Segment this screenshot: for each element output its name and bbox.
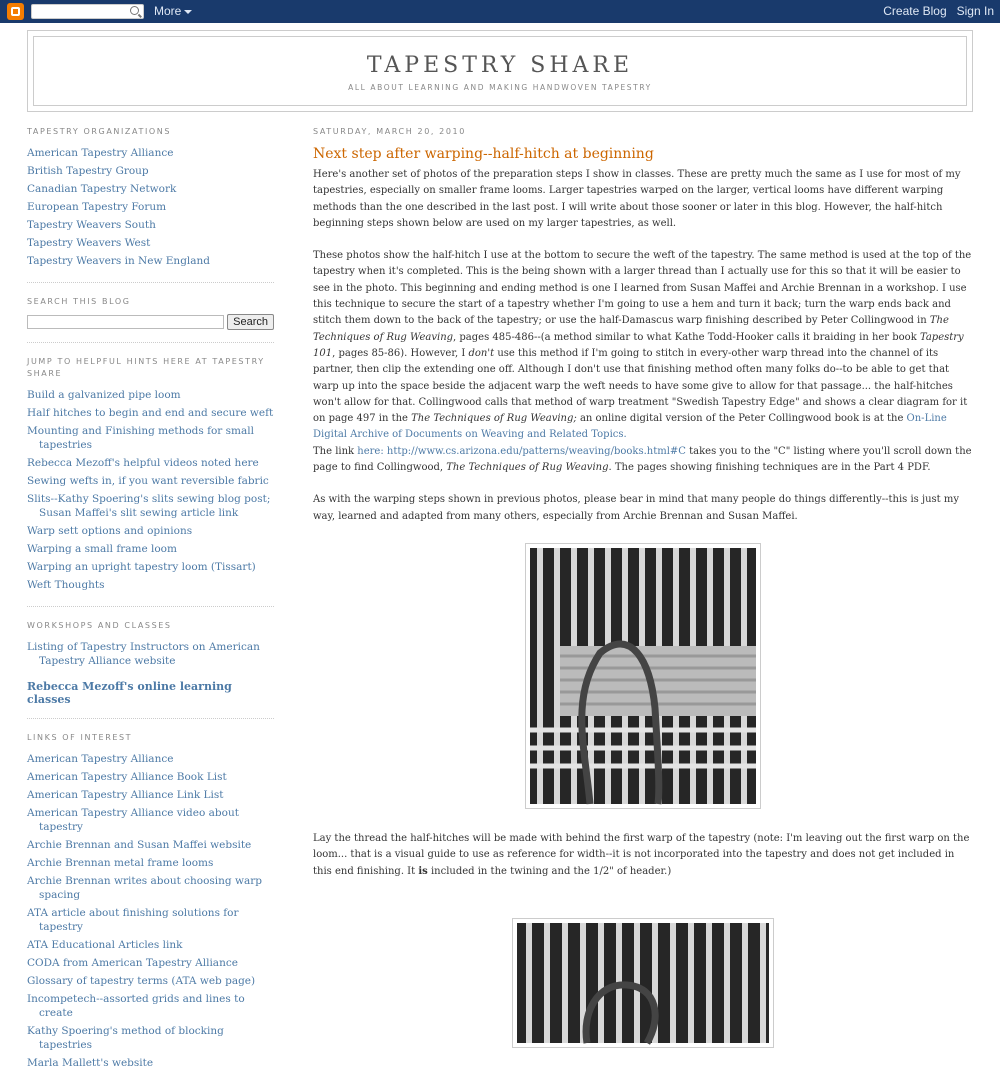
link-item[interactable]: Warping an upright tapestry loom (Tissart) xyxy=(27,561,256,573)
blogger-navbar xyxy=(0,0,1000,23)
search-button[interactable]: Search xyxy=(227,314,274,330)
organizations-list xyxy=(27,144,274,270)
more-label[interactable]: More xyxy=(154,4,182,18)
weaving-photo-image xyxy=(517,923,769,1043)
link-item[interactable]: American Tapestry Alliance Link List xyxy=(27,789,224,801)
text-run: The link xyxy=(313,445,358,457)
divider xyxy=(27,606,274,607)
paragraph xyxy=(313,831,973,880)
link-item[interactable]: ATA article about finishing solutions for tapestry xyxy=(27,907,239,933)
weaving-photo-image xyxy=(530,548,756,804)
online-classes-link[interactable]: Rebecca Mezoff's online learning classes xyxy=(27,680,232,706)
caret-down-icon[interactable] xyxy=(184,10,192,14)
link-item[interactable]: American Tapestry Alliance video about tapestry xyxy=(27,807,239,833)
link-item[interactable]: American Tapestry Alliance xyxy=(27,753,174,765)
link-item[interactable]: Mounting and Finishing methods for small tapestries xyxy=(27,425,254,451)
link-item[interactable]: Archie Brennan and Susan Maffei website xyxy=(27,839,252,851)
paragraph: As with the warping steps shown in previous photos, please bear in mind that many people do things differently--this is just my way, learned and adapted from many others, especially from Archie Brennan and Susan Maffei. xyxy=(313,494,959,522)
link-item[interactable]: Archie Brennan metal frame looms xyxy=(27,857,214,869)
books-link[interactable]: here: http://www.cs.arizona.edu/patterns/weaving/books.html#C xyxy=(357,445,686,457)
paragraph xyxy=(313,444,973,477)
link-item[interactable]: ATA Educational Articles link xyxy=(27,939,183,951)
hints-list xyxy=(27,386,274,594)
organizations-heading: TAPESTRY ORGANIZATIONS xyxy=(27,127,172,136)
blog-header xyxy=(27,30,973,112)
workshops-heading: WORKSHOPS AND CLASSES xyxy=(27,621,172,630)
weaving-photo xyxy=(530,548,756,804)
links-heading: LINKS OF INTEREST xyxy=(27,733,133,742)
link-item[interactable]: Tapestry Weavers West xyxy=(27,237,151,249)
blog-search-input[interactable] xyxy=(27,315,224,329)
blog-description: ALL ABOUT LEARNING AND MAKING HANDWOVEN TAPESTRY xyxy=(348,83,652,92)
divider xyxy=(27,718,274,719)
link-item[interactable]: European Tapestry Forum xyxy=(27,201,167,213)
weaving-photo xyxy=(517,923,769,1043)
link-item[interactable]: Kathy Spoering's method of blocking tapestries xyxy=(27,1025,224,1051)
blog-title[interactable]: TAPESTRY SHARE xyxy=(366,53,634,78)
sidebar xyxy=(27,126,274,1072)
link-item[interactable]: American Tapestry Alliance Book List xyxy=(27,771,227,783)
photo-half-hitch-2[interactable] xyxy=(512,918,774,1048)
divider xyxy=(27,342,274,343)
hints-heading: JUMP TO HELPFUL HINTS HERE AT TAPESTRY SHARE xyxy=(27,357,265,378)
blogger-logo-icon[interactable] xyxy=(7,3,24,20)
text-run: an online digital version of the Peter Collingwood book is at the xyxy=(576,413,907,425)
search-heading: SEARCH THIS BLOG xyxy=(27,297,131,306)
link-item[interactable]: Tapestry Weavers in New England xyxy=(27,255,211,267)
link-item[interactable]: Rebecca Mezoff's helpful videos noted here xyxy=(27,457,259,469)
more-menu[interactable] xyxy=(154,4,192,18)
link-item[interactable]: American Tapestry Alliance xyxy=(27,147,174,159)
link-item[interactable]: Weft Thoughts xyxy=(27,579,105,591)
link-item[interactable]: Warp sett options and opinions xyxy=(27,525,193,537)
links-list xyxy=(27,750,274,1072)
blog-search xyxy=(27,314,274,330)
divider xyxy=(27,282,274,283)
book-title: The Techniques of Rug Weaving; xyxy=(411,413,577,425)
paragraph xyxy=(313,248,973,444)
text-run: takes you to the "C" listing where you'll scroll down the page to find Collingwood, xyxy=(313,445,972,474)
link-item[interactable]: Sewing wefts in, if you want reversible fabric xyxy=(27,475,269,487)
link-item[interactable]: Listing of Tapestry Instructors on American Tapestry Alliance website xyxy=(27,641,260,667)
book-title: Tapestry 101 xyxy=(313,331,964,359)
link-item[interactable]: Marla Mallett's website xyxy=(27,1057,154,1069)
paragraph: Here's another set of photos of the preparation steps I show in classes. These are pretty much the same as I use for most of my tapestries, especially on smaller frame looms. Larger tapestries warped on the larger, vertical looms have different warping methods than the one described in the last post. I will write about those sooner or later in this blog. However, the half-hitch beginning steps shown below are used on my larger tapestries, as well. xyxy=(313,169,961,229)
link-item[interactable]: CODA from American Tapestry Alliance xyxy=(27,957,238,969)
text-run: Lay the thread the half-hitches will be made with behind the first warp of the tapestry (note: I'm leaving out the first warp on the loom... that is a visual guide to use as reference for width--it is not incorporated into the tapestry and does not get included in this end finishing. It xyxy=(313,832,970,877)
text-run: . The pages showing finishing techniques are in the Part 4 PDF. xyxy=(608,462,931,474)
sign-in-link[interactable]: Sign In xyxy=(956,4,994,18)
emphasis: is xyxy=(418,865,428,877)
book-title: The Techniques of Rug Weaving xyxy=(313,315,949,343)
archive-link[interactable]: On-Line Digital Archive of Documents on Weaving and Related Topics. xyxy=(313,413,947,441)
text-run: use this method if I'm going to stitch in every-other warp thread into the channel of its partner, then clip the extending one off. Although I don't use that finishing method often many folks do--to be able to get that warp up into the space beside the adjacent warp the weft needs to have some give to allow for that passage... the half-hitches won't allow for that. Collingwood calls that method of warp treatment "Swedish Tapestry Edge" and shows a clear diagram for it on page 497 in the xyxy=(313,347,968,425)
post-body-continued xyxy=(313,831,973,880)
link-item[interactable]: British Tapestry Group xyxy=(27,165,149,177)
create-blog-link[interactable]: Create Blog xyxy=(883,4,947,18)
post-body xyxy=(313,167,973,525)
link-item[interactable]: Warping a small frame loom xyxy=(27,543,177,555)
link-item[interactable]: Slits--Kathy Spoering's slits sewing blog post; Susan Maffei's slit sewing article link xyxy=(27,493,271,519)
search-icon[interactable] xyxy=(130,6,139,15)
photo-half-hitch-1[interactable] xyxy=(525,543,761,809)
text-run: included in the twining and the 1/2" of header.) xyxy=(427,865,672,877)
link-item[interactable]: Archie Brennan writes about choosing warp spacing xyxy=(27,875,262,901)
link-item[interactable]: Half hitches to begin and end and secure weft xyxy=(27,407,274,419)
link-item[interactable]: Build a galvanized pipe loom xyxy=(27,389,181,401)
link-item[interactable]: Incompetech--assorted grids and lines to create xyxy=(27,993,245,1019)
post-title[interactable]: Next step after warping--half-hitch at beginning xyxy=(313,146,654,162)
workshops-list xyxy=(27,638,274,670)
link-item[interactable]: Glossary of tapestry terms (ATA web page) xyxy=(27,975,256,987)
book-title: The Techniques of Rug Weaving xyxy=(446,462,609,474)
text-run: These photos show the half-hitch I use at the bottom to secure the weft of the tapestry. The same method is used at the top of the tapestry when it's completed. This is the being shown with a larger thread than I actually use for this so that it will be easier to see in the photo. This beginning and ending method is one I learned from Susan Maffei and Archie Brennan in a workshop. I use this technique to secure the start of a tapestry whether I'm going to use a hem and turn it back; turn the warp ends back and stitch them down to the back of the tapestry; or use the half-Damascus warp finishing described by Peter Collingwood in xyxy=(313,250,972,327)
navbar-search-input[interactable] xyxy=(31,4,144,19)
emphasis: don't xyxy=(468,347,495,359)
post-date: SATURDAY, MARCH 20, 2010 xyxy=(313,127,466,136)
link-item[interactable]: Tapestry Weavers South xyxy=(27,219,156,231)
text-run: , pages 85-86). However, I xyxy=(332,347,469,359)
link-item[interactable]: Canadian Tapestry Network xyxy=(27,183,177,195)
text-run: , pages 485-486--(a method similar to what Kathe Todd-Hooker calls it braiding in her book xyxy=(453,331,920,343)
main-column xyxy=(313,126,973,1048)
